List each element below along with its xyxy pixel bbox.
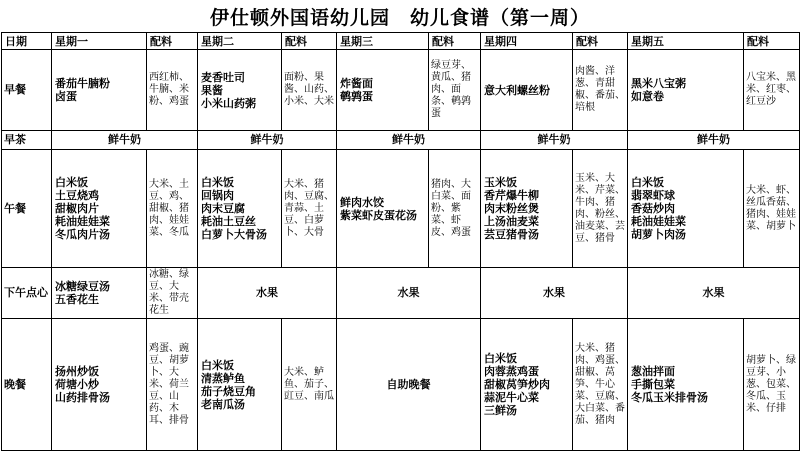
dinner-tue-dishes (198, 319, 282, 451)
breakfast-row (2, 50, 800, 131)
lunch-wed-dishes (337, 150, 429, 268)
page-title: 伊仕顿外国语幼儿园 幼儿食谱（第一周） (209, 7, 590, 29)
dinner-thu-ingredients: 大米、猪肉、鸡蛋、甜椒、莴笋、牛心菜、豆腐、大白菜、番茄、猪肉 (573, 319, 628, 451)
dish-line: 扬州炒饭 (55, 365, 99, 378)
dish-line: 冬瓜肉片汤 (55, 228, 110, 241)
header-ing-fri: 配料 (744, 33, 800, 50)
snack-tue: 水果 (198, 268, 337, 319)
dinner-row (2, 319, 800, 451)
dish-line: 如意卷 (631, 90, 664, 103)
breakfast-wed-dishes (337, 50, 429, 131)
header-ing-tue: 配料 (282, 33, 337, 50)
dish-line: 胡萝卜肉汤 (631, 228, 686, 241)
header-tue: 星期二 (198, 33, 282, 50)
morning-tea-thu: 鲜牛奶 (481, 131, 628, 150)
breakfast-mon-ingredients: 西红柿、牛腩、米粉、鸡蛋 (147, 50, 198, 131)
header-date: 日期 (2, 33, 52, 50)
lunch-mon-dishes (52, 150, 147, 268)
snack-mon-ingredients: 冰糖、绿豆、大米、带壳花生 (147, 268, 198, 319)
snack-fri: 水果 (628, 268, 800, 319)
header-ing-mon: 配料 (147, 33, 198, 50)
row-label-morning-tea: 早茶 (2, 131, 52, 150)
header-ing-wed: 配料 (429, 33, 481, 50)
breakfast-fri-dishes (628, 50, 744, 131)
dish-line: 白米饭 (201, 358, 234, 372)
header-mon: 星期一 (52, 33, 147, 50)
morning-tea-tue: 鲜牛奶 (198, 131, 337, 150)
dish-line: 紫菜虾皮蛋花汤 (340, 208, 417, 222)
dish-line: 香芹爆牛柳 (484, 189, 539, 202)
dish-line: 甜椒肉片 (55, 202, 99, 215)
dish-line: 果酱 (201, 83, 223, 97)
dish-line: 清蒸鲈鱼 (201, 371, 245, 385)
menu-table (1, 32, 800, 451)
header-fri: 星期五 (628, 33, 744, 50)
morning-tea-row (2, 131, 800, 150)
morning-tea-wed: 鲜牛奶 (337, 131, 481, 150)
dish-line: 翡翠虾球 (631, 189, 675, 202)
lunch-thu-dishes (481, 150, 573, 268)
header-thu: 星期四 (481, 33, 573, 50)
row-label-snack: 下午点心 (2, 268, 52, 319)
dinner-tue-ingredients: 大米、鲈鱼、茄子、豇豆、南瓜 (282, 319, 337, 451)
dinner-fri-ingredients: 胡萝卜、绿豆芽、小葱、包菜、冬瓜、玉米、仔排 (744, 319, 800, 451)
dish-line: 土豆烧鸡 (55, 189, 99, 202)
dish-line: 卤蛋 (55, 90, 77, 103)
dinner-wed: 自助晚餐 (337, 319, 481, 451)
morning-tea-mon: 鲜牛奶 (52, 131, 198, 150)
row-label-breakfast: 早餐 (2, 50, 52, 131)
dish-line: 回锅肉 (201, 189, 234, 202)
dish-line: 鲜肉水饺 (340, 195, 384, 209)
dish-line: 黑米八宝粥 (631, 77, 686, 90)
lunch-fri-ingredients: 大米、虾、丝瓜香菇、猪肉、娃娃菜、胡萝卜 (744, 150, 800, 268)
dish-line: 耗油娃娃菜 (631, 215, 686, 228)
breakfast-thu-ingredients: 肉酱、洋葱、青甜椒、番茄、培根 (573, 50, 628, 131)
breakfast-mon-dishes (52, 50, 147, 131)
header-ing-thu: 配料 (573, 33, 628, 50)
dish-line: 甜椒莴笋炒肉 (484, 378, 550, 391)
dish-line: 白米饭 (484, 352, 517, 365)
breakfast-thu-dishes (481, 50, 573, 131)
lunch-mon-ingredients: 大米、土豆、鸡、甜椒、猪肉、娃娃菜、冬瓜 (147, 150, 198, 268)
dinner-mon-ingredients: 鸡蛋、豌豆、胡萝卜、大米、荷兰豆、山药、木耳、排骨 (147, 319, 198, 451)
dish-line: 鹌鹑蛋 (340, 90, 373, 103)
snack-mon-dishes (52, 268, 147, 319)
lunch-tue-dishes (198, 150, 282, 268)
lunch-row (2, 150, 800, 268)
dish-line: 山药排骨汤 (55, 391, 110, 404)
dinner-fri-dishes (628, 319, 744, 451)
dish-line: 麦香吐司 (201, 70, 245, 84)
dinner-thu-dishes (481, 319, 573, 451)
row-label-lunch: 午餐 (2, 150, 52, 268)
morning-tea-fri: 鲜牛奶 (628, 131, 800, 150)
breakfast-wed-ingredients: 绿豆芽、黄瓜、猪肉、面条、鹌鹑蛋 (429, 50, 481, 131)
dish-line: 荷塘小炒 (55, 378, 99, 391)
lunch-fri-dishes (628, 150, 744, 268)
dish-line: 香菇炒肉 (631, 202, 675, 215)
dish-line: 冰糖绿豆汤 (55, 280, 110, 293)
dish-line: 小米山药粥 (201, 96, 256, 110)
breakfast-fri-ingredients: 八宝米、黑米、红枣、红豆沙 (744, 50, 800, 131)
dish-line: 肉末豆腐 (201, 202, 245, 215)
dish-line: 冬瓜玉米排骨汤 (631, 391, 708, 404)
dinner-mon-dishes (52, 319, 147, 451)
snack-wed: 水果 (337, 268, 481, 319)
dish-line: 白米饭 (201, 176, 234, 189)
dish-line: 五香花生 (55, 293, 99, 306)
lunch-wed-ingredients: 猪肉、大白菜、面粉、紫菜、虾皮、鸡蛋 (429, 150, 481, 268)
dish-line: 手撕包菜 (631, 378, 675, 391)
dish-line: 意大利螺丝粉 (484, 83, 550, 97)
dish-line: 白萝卜大骨汤 (201, 228, 267, 241)
header-wed: 星期三 (337, 33, 429, 50)
dish-line: 耗油娃娃菜 (55, 215, 110, 228)
dish-line: 肉末粉丝煲 (484, 202, 539, 215)
dish-line: 芸豆猪骨汤 (484, 228, 539, 241)
row-label-dinner: 晚餐 (2, 319, 52, 451)
header-row (2, 33, 800, 50)
dish-line: 白米饭 (631, 176, 664, 189)
snack-thu: 水果 (481, 268, 628, 319)
dish-line: 肉蓉蒸鸡蛋 (484, 365, 539, 378)
dish-line: 老南瓜汤 (201, 397, 245, 411)
snack-row (2, 268, 800, 319)
dish-line: 耗油土豆丝 (201, 215, 256, 228)
lunch-tue-ingredients: 大米、猪肉、豆腐、青蒜、土豆、白萝卜、大骨 (282, 150, 337, 268)
dish-line: 玉米饭 (484, 176, 517, 189)
dish-line: 白米饭 (55, 176, 88, 189)
dish-line: 蒜泥牛心菜 (484, 391, 539, 404)
breakfast-tue-ingredients: 面粉、果酱、山药、小米、大米 (282, 50, 337, 131)
dish-line: 三鲜汤 (484, 404, 517, 417)
dish-line: 葱油拌面 (631, 365, 675, 378)
lunch-thu-ingredients: 玉米、大米、芹菜、牛肉、猪肉、粉丝、油麦菜、芸豆、猪骨 (573, 150, 628, 268)
dish-line: 茄子烧豆角 (201, 384, 256, 398)
dish-line: 番茄牛腩粉 (55, 77, 110, 90)
breakfast-tue-dishes (198, 50, 282, 131)
dish-line: 炸酱面 (340, 77, 373, 90)
dish-line: 上汤油麦菜 (484, 215, 539, 228)
